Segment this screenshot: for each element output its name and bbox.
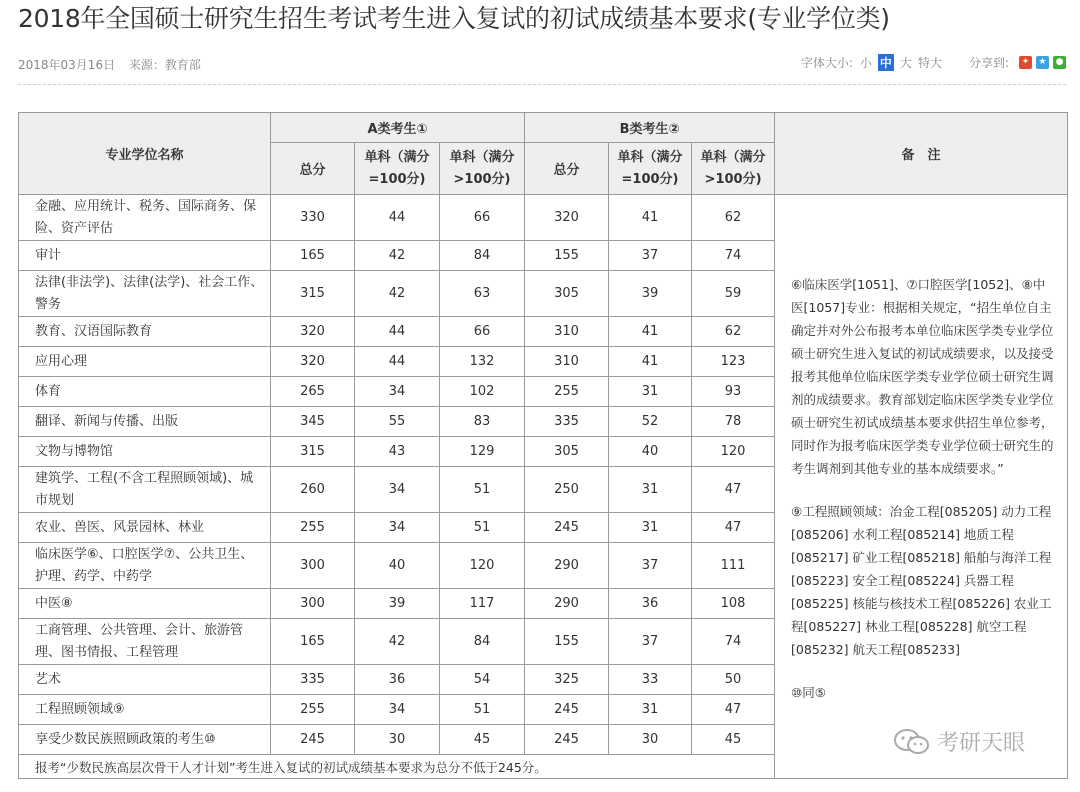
remark-paragraph: ⑩同⑤ <box>791 685 826 700</box>
degree-name-cell: 工商管理、公共管理、会计、旅游管理、图书情报、工程管理 <box>19 619 271 665</box>
article-source: 来源：教育部 <box>128 58 201 72</box>
a-single-over100-cell: 83 <box>440 407 525 437</box>
a-total-cell: 320 <box>271 317 355 347</box>
table-body <box>19 195 1068 779</box>
b-single-over100-cell: 50 <box>692 665 775 695</box>
a-single-over100-cell: 51 <box>440 513 525 543</box>
b-total-cell: 310 <box>525 317 609 347</box>
degree-name-cell: 艺术 <box>19 665 271 695</box>
a-single100-cell: 55 <box>355 407 440 437</box>
article-tools <box>801 54 1066 71</box>
b-single100-cell: 33 <box>609 665 692 695</box>
a-total-cell: 260 <box>271 467 355 513</box>
degree-name-cell: 审计 <box>19 241 271 271</box>
a-single-over100-cell: 66 <box>440 317 525 347</box>
b-single100-cell: 31 <box>609 467 692 513</box>
b-single-over100-cell: 123 <box>692 347 775 377</box>
watermark-text: 考研天眼 <box>937 731 1026 756</box>
weibo-share-icon[interactable]: ✦ <box>1019 56 1032 69</box>
b-single100-cell: 37 <box>609 543 692 589</box>
header-divider <box>18 84 1066 85</box>
col-header-remarks: 备 注 <box>775 113 1068 195</box>
b-single-over100-cell: 108 <box>692 589 775 619</box>
article-title: 2018年全国硕士研究生招生考试考生进入复试的初试成绩基本要求(专业学位类) <box>18 4 890 33</box>
b-single100-cell: 30 <box>609 725 692 755</box>
degree-name-cell: 教育、汉语国际教育 <box>19 317 271 347</box>
a-total-cell: 165 <box>271 241 355 271</box>
b-total-cell: 305 <box>525 271 609 317</box>
b-total-cell: 255 <box>525 377 609 407</box>
a-single-over100-cell: 84 <box>440 619 525 665</box>
a-single100-cell: 43 <box>355 437 440 467</box>
share-label: 分享到: <box>968 56 1009 70</box>
b-single100-cell: 36 <box>609 589 692 619</box>
degree-name-cell: 应用心理 <box>19 347 271 377</box>
b-total-cell: 245 <box>525 695 609 725</box>
b-single-over100-cell: 45 <box>692 725 775 755</box>
a-single100-cell: 44 <box>355 317 440 347</box>
b-single-over100-cell: 78 <box>692 407 775 437</box>
a-single-over100-cell: 54 <box>440 665 525 695</box>
a-single-over100-cell: 51 <box>440 467 525 513</box>
a-total-cell: 300 <box>271 543 355 589</box>
b-single-over100-cell: 59 <box>692 271 775 317</box>
b-total-cell: 305 <box>525 437 609 467</box>
b-total-cell: 290 <box>525 589 609 619</box>
b-single100-cell: 37 <box>609 619 692 665</box>
a-single-over100-cell: 129 <box>440 437 525 467</box>
a-single100-cell: 34 <box>355 467 440 513</box>
col-header-name: 专业学位名称 <box>19 113 271 195</box>
a-single-over100-cell: 84 <box>440 241 525 271</box>
b-total-cell: 310 <box>525 347 609 377</box>
degree-name-cell: 工程照顾领域⑨ <box>19 695 271 725</box>
a-total-cell: 345 <box>271 407 355 437</box>
a-total-cell: 335 <box>271 665 355 695</box>
degree-name-cell: 享受少数民族照顾政策的考生⑩ <box>19 725 271 755</box>
degree-name-cell: 农业、兽医、风景园林、林业 <box>19 513 271 543</box>
remarks-cell <box>775 195 1068 779</box>
b-single-over100-cell: 47 <box>692 513 775 543</box>
a-single100-cell: 39 <box>355 589 440 619</box>
a-single-over100-cell: 102 <box>440 377 525 407</box>
article-meta <box>18 56 211 73</box>
a-total-cell: 165 <box>271 619 355 665</box>
score-requirements-table <box>18 112 1068 779</box>
a-total-cell: 255 <box>271 513 355 543</box>
col-header-group-b: B类考生② <box>525 113 775 143</box>
degree-name-cell: 建筑学、工程(不含工程照顾领域)、城市规划 <box>19 467 271 513</box>
b-single100-cell: 39 <box>609 271 692 317</box>
degree-name-cell: 文物与博物馆 <box>19 437 271 467</box>
a-single-over100-cell: 63 <box>440 271 525 317</box>
a-total-cell: 300 <box>271 589 355 619</box>
b-single100-cell: 31 <box>609 695 692 725</box>
b-single100-cell: 37 <box>609 241 692 271</box>
b-single100-cell: 41 <box>609 347 692 377</box>
degree-name-cell: 体育 <box>19 377 271 407</box>
b-single-over100-cell: 93 <box>692 377 775 407</box>
b-single100-cell: 52 <box>609 407 692 437</box>
wechat-logo-icon <box>893 728 931 756</box>
a-single100-cell: 44 <box>355 347 440 377</box>
col-header-a-total: 总分 <box>271 143 355 195</box>
b-single-over100-cell: 62 <box>692 317 775 347</box>
b-single100-cell: 41 <box>609 195 692 241</box>
a-single100-cell: 36 <box>355 665 440 695</box>
b-single100-cell: 31 <box>609 513 692 543</box>
a-total-cell: 315 <box>271 271 355 317</box>
b-single-over100-cell: 47 <box>692 695 775 725</box>
b-single100-cell: 40 <box>609 437 692 467</box>
b-total-cell: 290 <box>525 543 609 589</box>
a-single100-cell: 42 <box>355 271 440 317</box>
footnote-text: 报考“少数民族高层次骨干人才计划”考生进入复试的初试成绩基本要求为总分不低于245分。 <box>19 755 775 779</box>
a-single100-cell: 44 <box>355 195 440 241</box>
font-size-label: 字体大小: <box>800 56 853 70</box>
a-single100-cell: 42 <box>355 619 440 665</box>
col-header-b-single-over100: 单科（满分>100分) <box>692 143 775 195</box>
article-date: 2018年03月16日 <box>18 58 116 72</box>
a-single-over100-cell: 51 <box>440 695 525 725</box>
qzone-share-icon[interactable]: ★ <box>1036 56 1049 69</box>
a-single100-cell: 34 <box>355 377 440 407</box>
a-single-over100-cell: 66 <box>440 195 525 241</box>
watermark <box>893 726 1025 757</box>
remark-paragraph: ⑨工程照顾领域：冶金工程[085205] 动力工程[085206] 水利工程[085214] 地质工程[085217] 矿业工程[085218] 船舶与海洋工程[085223] 安全工程[085224] 兵器工程[085225] 核能与核技术工程[085226] 农业工程[085227] 林业工程[085228] 航空工程[085232] 航天工程[085233] <box>791 504 1052 657</box>
degree-name-cell: 中医⑧ <box>19 589 271 619</box>
b-total-cell: 335 <box>525 407 609 437</box>
a-single100-cell: 34 <box>355 513 440 543</box>
font-size-small-button[interactable]: 小 <box>859 56 872 70</box>
table-row <box>19 195 1068 241</box>
wechat-share-icon[interactable]: ● <box>1053 56 1066 69</box>
a-total-cell: 330 <box>271 195 355 241</box>
col-header-b-total: 总分 <box>525 143 609 195</box>
col-header-b-single100: 单科（满分=100分) <box>609 143 692 195</box>
a-total-cell: 265 <box>271 377 355 407</box>
a-single100-cell: 34 <box>355 695 440 725</box>
a-single100-cell: 30 <box>355 725 440 755</box>
font-size-medium-button[interactable]: 中 <box>879 56 892 70</box>
degree-name-cell: 法律(非法学)、法律(法学)、社会工作、警务 <box>19 271 271 317</box>
a-total-cell: 255 <box>271 695 355 725</box>
b-total-cell: 325 <box>525 665 609 695</box>
b-total-cell: 320 <box>525 195 609 241</box>
a-single-over100-cell: 117 <box>440 589 525 619</box>
b-total-cell: 155 <box>525 619 609 665</box>
b-total-cell: 155 <box>525 241 609 271</box>
b-total-cell: 245 <box>525 513 609 543</box>
degree-name-cell: 金融、应用统计、税务、国际商务、保险、资产评估 <box>19 195 271 241</box>
remark-paragraph: ⑥临床医学[1051]、⑦口腔医学[1052]、⑧中医[1057]专业：根据相关规定，“招生单位自主确定并对外公布报考本单位临床医学类专业学位硕士研究生进入复试的初试成绩要求，以及接受报考其他单位临床医学类专业学位硕士研究生调剂的成绩要求。教育部划定临床医学类专业学位硕士研究生初试成绩基本要求供招生单位参考，同时作为报考临床医学类专业学位硕士研究生的考生调剂到其他专业的基本成绩要求。” <box>791 277 1054 476</box>
b-single-over100-cell: 62 <box>692 195 775 241</box>
degree-name-cell: 翻译、新闻与传播、出版 <box>19 407 271 437</box>
col-header-a-single-over100: 单科（满分>100分) <box>440 143 525 195</box>
font-size-xlarge-button[interactable]: 特大 <box>917 56 942 70</box>
b-single-over100-cell: 47 <box>692 467 775 513</box>
col-header-a-single100: 单科（满分=100分) <box>355 143 440 195</box>
b-single-over100-cell: 74 <box>692 241 775 271</box>
a-total-cell: 315 <box>271 437 355 467</box>
b-single-over100-cell: 74 <box>692 619 775 665</box>
b-single-over100-cell: 111 <box>692 543 775 589</box>
a-single-over100-cell: 45 <box>440 725 525 755</box>
b-single-over100-cell: 120 <box>692 437 775 467</box>
a-single100-cell: 42 <box>355 241 440 271</box>
a-single100-cell: 40 <box>355 543 440 589</box>
b-total-cell: 245 <box>525 725 609 755</box>
col-header-group-a: A类考生① <box>271 113 525 143</box>
b-total-cell: 250 <box>525 467 609 513</box>
a-total-cell: 245 <box>271 725 355 755</box>
b-single100-cell: 41 <box>609 317 692 347</box>
font-size-large-button[interactable]: 大 <box>899 56 912 70</box>
a-single-over100-cell: 120 <box>440 543 525 589</box>
b-single100-cell: 31 <box>609 377 692 407</box>
degree-name-cell: 临床医学⑥、口腔医学⑦、公共卫生、护理、药学、中药学 <box>19 543 271 589</box>
a-single-over100-cell: 132 <box>440 347 525 377</box>
a-total-cell: 320 <box>271 347 355 377</box>
